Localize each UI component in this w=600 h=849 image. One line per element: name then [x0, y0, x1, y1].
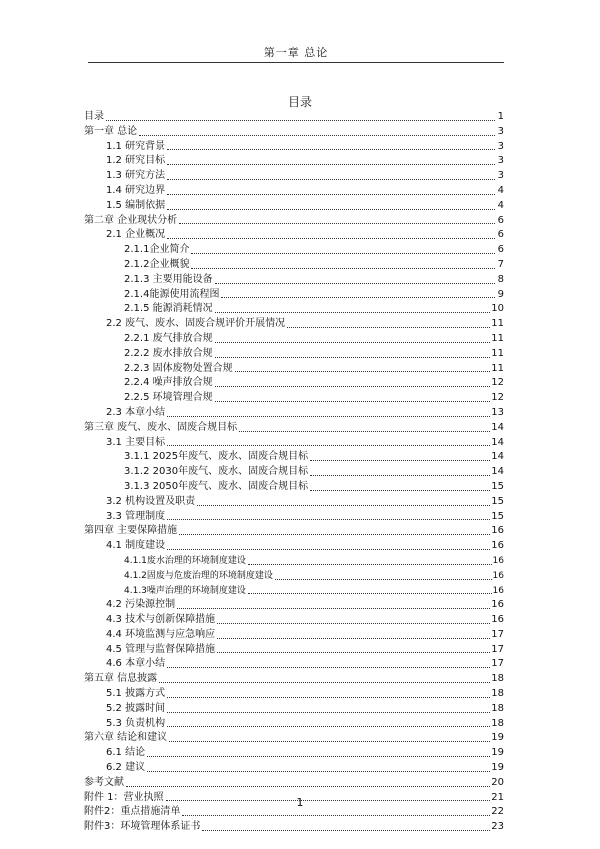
toc-entry[interactable]	[84, 731, 504, 746]
toc-entry-title: 2.1.3 主要用能设备	[124, 273, 213, 285]
toc-entry-page: 17	[491, 628, 504, 640]
dot-leader	[235, 370, 491, 372]
toc-entry-title: 2.2.2 废水排放合规	[124, 347, 213, 359]
toc-entry[interactable]	[84, 421, 504, 436]
toc-entry[interactable]	[84, 391, 504, 406]
dot-leader	[167, 178, 495, 180]
dot-leader	[167, 548, 490, 550]
toc-entry-page: 19	[491, 732, 504, 744]
dot-leader	[287, 326, 490, 328]
dot-leader	[177, 607, 490, 609]
dot-leader	[202, 829, 490, 831]
toc-entry[interactable]	[84, 125, 504, 140]
toc-entry-page: 19	[491, 747, 504, 759]
running-header	[88, 44, 504, 63]
dot-leader	[215, 356, 491, 358]
toc-entry-page: 14	[491, 466, 504, 478]
toc-entry-page: 17	[491, 643, 504, 655]
toc-entry-page: 19	[491, 762, 504, 774]
toc-entry-title: 2.1.5 能源消耗情况	[124, 303, 213, 315]
dot-leader	[221, 296, 495, 298]
toc-entry-title: 2.3 本章小结	[106, 406, 166, 418]
toc-entry[interactable]	[84, 776, 504, 791]
dot-leader	[310, 489, 490, 491]
table-of-contents	[84, 110, 504, 835]
toc-entry-title: 附件 1：营业执照	[84, 791, 164, 803]
toc-entry-title: 1.3 研究方法	[106, 170, 166, 182]
toc-entry-page: 16	[492, 585, 504, 596]
toc-entry-title: 2.2.4 噪声排放合规	[124, 377, 213, 389]
toc-entry-page: 15	[491, 480, 504, 492]
toc-entry[interactable]	[84, 273, 504, 288]
toc-entry[interactable]	[84, 584, 504, 599]
dot-leader	[159, 681, 490, 683]
toc-entry-page: 7	[497, 258, 504, 270]
toc-entry-title: 第五章 信息披露	[84, 673, 158, 685]
dot-leader	[215, 385, 491, 387]
toc-entry-page: 11	[491, 362, 504, 374]
dot-leader	[167, 725, 490, 727]
toc-entry-page: 3	[497, 125, 504, 137]
toc-entry[interactable]	[84, 672, 504, 687]
dot-leader	[167, 193, 495, 195]
dot-leader	[167, 696, 490, 698]
dot-leader	[167, 444, 490, 446]
toc-entry[interactable]	[84, 258, 504, 273]
toc-entry-title: 1.1 研究背景	[106, 140, 166, 152]
toc-entry-page: 12	[491, 392, 504, 404]
toc-entry-page: 14	[491, 436, 504, 448]
toc-entry[interactable]	[84, 717, 504, 732]
toc-entry[interactable]	[84, 510, 504, 525]
toc-entry-page: 11	[491, 332, 504, 344]
dot-leader	[275, 578, 492, 580]
toc-entry-page: 16	[491, 540, 504, 552]
toc-entry-title: 第三章 废气、废水、固废合规目标	[84, 421, 238, 433]
toc-entry-title: 1.4 研究边界	[106, 184, 166, 196]
toc-entry[interactable]	[84, 140, 504, 155]
dot-leader	[167, 518, 490, 520]
dot-leader	[248, 592, 492, 594]
toc-entry[interactable]	[84, 332, 504, 347]
toc-entry-page: 18	[491, 688, 504, 700]
toc-entry-title: 第六章 结论和建议	[84, 732, 168, 744]
toc-entry-page: 17	[491, 658, 504, 670]
toc-entry-page: 6	[497, 244, 504, 256]
toc-entry-page: 9	[497, 288, 504, 300]
toc-entry-title: 2.2.5 环境管理合规	[124, 392, 213, 404]
toc-entry-page: 3	[497, 140, 504, 152]
toc-entry[interactable]	[84, 628, 504, 643]
toc-entry-page: 21	[491, 791, 504, 803]
toc-entry-title: 2.1.1企业简介	[124, 244, 190, 256]
toc-entry-page: 18	[491, 702, 504, 714]
dot-leader	[167, 208, 495, 210]
toc-entry[interactable]	[84, 643, 504, 658]
dot-leader	[310, 474, 490, 476]
toc-entry-page: 15	[491, 495, 504, 507]
toc-entry[interactable]	[84, 687, 504, 702]
dot-leader	[310, 459, 490, 461]
dot-leader	[217, 651, 490, 653]
toc-entry-page: 18	[491, 673, 504, 685]
toc-entry-title: 附件3：环境管理体系证书	[84, 821, 201, 833]
dot-leader	[106, 119, 495, 121]
toc-entry-page: 4	[497, 199, 504, 211]
dot-leader	[215, 282, 495, 284]
dot-leader	[167, 711, 490, 713]
toc-entry-page: 3	[497, 170, 504, 182]
toc-entry[interactable]	[84, 554, 504, 569]
header-title: 第一章 总论	[263, 46, 329, 59]
toc-entry-title: 3.1.3 2050年废气、废水、固废合规目标	[124, 480, 309, 492]
toc-entry-title: 参考文献	[84, 776, 124, 788]
dot-leader	[147, 755, 490, 757]
dot-leader	[197, 504, 490, 506]
toc-entry-title: 3.3 管理制度	[106, 510, 166, 522]
toc-entry-title: 2.1 企业概况	[106, 229, 166, 241]
toc-entry-title: 4.5 管理与监督保障措施	[106, 643, 216, 655]
dot-leader	[147, 770, 490, 772]
toc-entry[interactable]	[84, 214, 504, 229]
toc-entry[interactable]	[84, 820, 504, 835]
toc-entry[interactable]	[84, 406, 504, 421]
toc-title: 目录	[287, 95, 312, 109]
toc-entry-page: 15	[491, 510, 504, 522]
toc-entry[interactable]	[84, 539, 504, 554]
toc-entry-page: 12	[491, 377, 504, 389]
toc-entry-page: 16	[492, 555, 504, 566]
toc-entry-title: 3.1 主要目标	[106, 436, 166, 448]
toc-entry-title: 1.5 编制依据	[106, 199, 166, 211]
dot-leader	[179, 222, 495, 224]
dot-leader	[167, 237, 495, 239]
toc-entry-page: 22	[491, 806, 504, 818]
toc-entry[interactable]	[84, 613, 504, 628]
toc-entry-page: 18	[491, 717, 504, 729]
toc-entry-title: 3.1.1 2025年废气、废水、固废合规目标	[124, 451, 309, 463]
toc-entry[interactable]	[84, 495, 504, 510]
toc-entry-page: 16	[492, 570, 504, 581]
toc-entry[interactable]	[84, 702, 504, 717]
page-number: 1	[296, 796, 304, 809]
toc-entry[interactable]	[84, 347, 504, 362]
toc-entry-title: 2.2.1 废气排放合规	[124, 332, 213, 344]
toc-entry-title: 附件2：重点措施清单	[84, 806, 181, 818]
dot-leader	[215, 400, 491, 402]
toc-entry[interactable]	[84, 598, 504, 613]
toc-entry[interactable]	[84, 436, 504, 451]
toc-entry-page: 16	[491, 599, 504, 611]
toc-entry-page: 16	[491, 614, 504, 626]
toc-entry-title: 5.1 披露方式	[106, 688, 166, 700]
toc-entry-page: 1	[497, 111, 504, 122]
dot-leader	[217, 637, 490, 639]
toc-entry-page: 10	[491, 303, 504, 315]
toc-entry[interactable]	[84, 110, 504, 125]
toc-entry[interactable]	[84, 243, 504, 258]
dot-leader	[239, 430, 490, 432]
toc-entry-page: 6	[497, 214, 504, 226]
toc-entry-title: 1.2 研究目标	[106, 155, 166, 167]
toc-entry[interactable]	[84, 199, 504, 214]
dot-leader	[248, 563, 492, 565]
dot-leader	[191, 267, 495, 269]
dot-leader	[182, 814, 490, 816]
toc-entry[interactable]	[84, 524, 504, 539]
toc-entry-title: 6.1 结论	[106, 747, 146, 759]
dot-leader	[215, 341, 491, 343]
toc-entry-title: 第四章 主要保障措施	[84, 525, 178, 537]
toc-entry[interactable]	[84, 169, 504, 184]
toc-entry[interactable]	[84, 569, 504, 584]
toc-entry-title: 2.2 废气、废水、固废合规评价开展情况	[106, 318, 286, 330]
toc-entry-title: 2.1.2企业概貌	[124, 258, 190, 270]
toc-entry[interactable]	[84, 154, 504, 169]
dot-leader	[167, 666, 490, 668]
dot-leader	[167, 415, 490, 417]
toc-entry[interactable]	[84, 228, 504, 243]
toc-entry-title: 第二章 企业现状分析	[84, 214, 178, 226]
toc-entry-title: 2.1.4能源使用流程图	[124, 288, 220, 300]
toc-entry-title: 目录	[84, 111, 104, 122]
toc-entry-title: 4.1.3噪声治理的环境制度建设	[124, 585, 246, 596]
toc-entry-page: 8	[497, 273, 504, 285]
toc-entry-page: 11	[491, 318, 504, 330]
toc-entry-title: 3.2 机构设置及职责	[106, 495, 196, 507]
toc-entry-page: 6	[497, 229, 504, 241]
dot-leader	[179, 533, 490, 535]
toc-entry[interactable]	[84, 302, 504, 317]
toc-entry-page: 14	[491, 451, 504, 463]
toc-entry[interactable]	[84, 288, 504, 303]
toc-entry-title: 4.2 污染源控制	[106, 599, 176, 611]
dot-leader	[169, 740, 490, 742]
toc-entry-title: 4.4 环境监测与应急响应	[106, 628, 216, 640]
toc-entry[interactable]	[84, 746, 504, 761]
toc-entry-title: 4.1.2固废与危废治理的环境制度建设	[124, 570, 273, 581]
toc-entry-title: 4.1.1废水治理的环境制度建设	[124, 555, 246, 566]
dot-leader	[167, 148, 495, 150]
toc-entry[interactable]	[84, 761, 504, 776]
dot-leader	[167, 163, 495, 165]
dot-leader	[215, 311, 491, 313]
toc-entry-title: 6.2 建议	[106, 762, 146, 774]
dot-leader	[217, 622, 490, 624]
toc-entry[interactable]	[84, 465, 504, 480]
toc-entry-page: 3	[497, 155, 504, 167]
toc-entry[interactable]	[84, 657, 504, 672]
toc-entry-title: 4.1 制度建设	[106, 540, 166, 552]
toc-entry[interactable]	[84, 362, 504, 377]
toc-entry[interactable]	[84, 450, 504, 465]
toc-entry-page: 16	[491, 525, 504, 537]
toc-entry-title: 4.3 技术与创新保障措施	[106, 614, 216, 626]
toc-entry-title: 4.6 本章小结	[106, 658, 166, 670]
toc-entry-title: 5.2 披露时间	[106, 702, 166, 714]
dot-leader	[191, 252, 495, 254]
toc-entry-page: 23	[491, 821, 504, 833]
toc-entry[interactable]	[84, 184, 504, 199]
dot-leader	[126, 785, 490, 787]
toc-entry-title: 3.1.2 2030年废气、废水、固废合规目标	[124, 466, 309, 478]
toc-entry-page: 11	[491, 347, 504, 359]
toc-entry-page: 20	[491, 776, 504, 788]
toc-entry-title: 2.2.3 固体废物处置合规	[124, 362, 233, 374]
toc-entry-page: 13	[491, 406, 504, 418]
toc-entry-title: 5.3 负责机构	[106, 717, 166, 729]
toc-entry-page: 4	[497, 184, 504, 196]
dot-leader	[139, 134, 495, 136]
toc-entry-page: 14	[491, 421, 504, 433]
toc-entry[interactable]	[84, 376, 504, 391]
toc-entry[interactable]	[84, 317, 504, 332]
toc-entry-title: 第一章 总论	[84, 125, 138, 137]
toc-entry[interactable]	[84, 480, 504, 495]
